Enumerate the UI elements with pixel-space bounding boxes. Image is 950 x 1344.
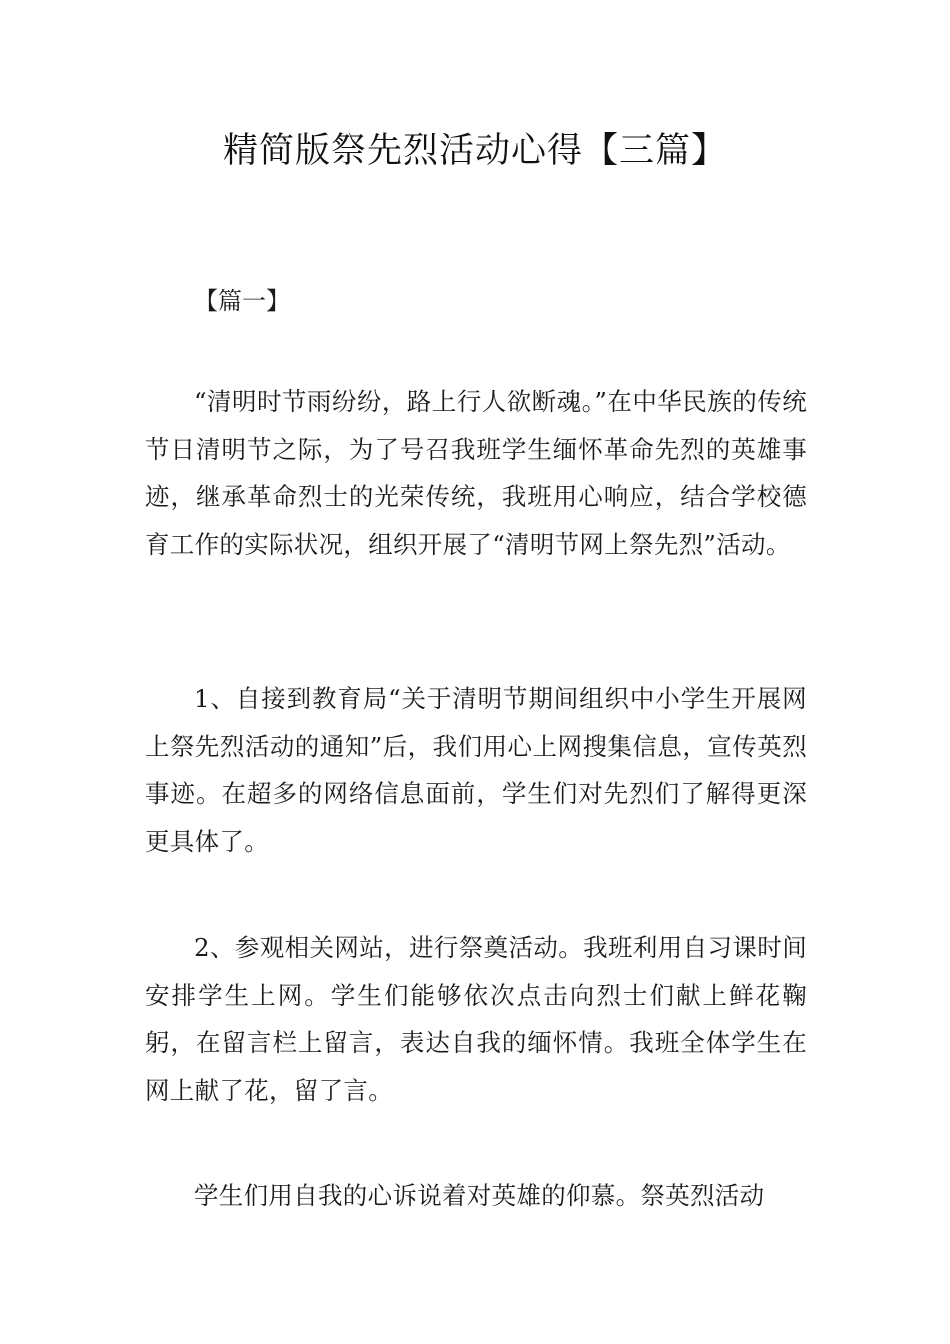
paragraph: “清明时节雨纷纷，路上行人欲断魂。”在中华民族的传统节日清明节之际，为了号召我班学生缅怀革命先烈的英雄事迹，继承革命烈士的光荣传统，我班用心响应，结合学校德育工作的实际状况，组织开展了“清明节网上祭先烈”活动。 — [145, 387, 807, 559]
paragraph: 1、自接到教育局“关于清明节期间组织中小学生开展网上祭先烈活动的通知”后，我们用心上网搜集信息，宣传英烈事迹。在超多的网络信息面前，学生们对先烈们了解得更深更具体了。 — [145, 684, 807, 856]
paragraph: 2、参观相关网站，进行祭奠活动。我班利用自习课时间安排学生上网。学生们能够依次点击向烈士们献上鲜花鞠躬，在留言栏上留言，表达自我的缅怀情。我班全体学生在网上献了花，留了言。 — [145, 933, 807, 1105]
section-label: 【篇一】 — [194, 287, 290, 315]
document-title: 精简版祭先烈活动心得【三篇】 — [222, 131, 727, 171]
paragraph: 学生们用自我的心诉说着对英雄的仰慕。祭英烈活动 — [194, 1181, 765, 1210]
